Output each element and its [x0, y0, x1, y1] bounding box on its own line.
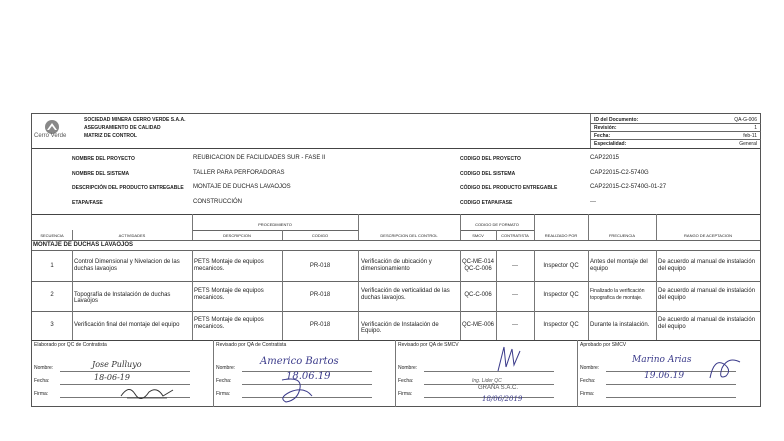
- row-2-seq: 2: [50, 292, 54, 298]
- row-3-contractor: ---: [512, 322, 518, 328]
- product-code-value: CAP22015-C2-5740G-01-27: [590, 184, 667, 190]
- row-2-description: PETS Montaje de equipos mecanicos.: [194, 288, 264, 301]
- row-2-control: Verificación de verticalidad de las duchas lavaojos.: [361, 288, 450, 301]
- company-name: SOCIEDAD MINERA CERRO VERDE S.A.A.: [84, 117, 186, 123]
- row-3-description: PETS Montaje de equipos mecanicos.: [194, 317, 264, 330]
- block2-date-label: Fecha:: [216, 378, 232, 384]
- row-2-contractor: ---: [512, 292, 518, 298]
- product-value: MONTAJE DE DUCHAS LAVAOJOS: [193, 184, 291, 190]
- col-contratista: CONTRATISTA: [501, 233, 529, 238]
- group-formato: CODIGO DE FORMATO: [475, 222, 519, 227]
- row-1-code: PR-018: [309, 263, 331, 269]
- row-1-control: Verificación de ubicación y dimensionamiento: [361, 259, 432, 272]
- col-rango: RANGO DE ACEPTACION: [684, 233, 732, 238]
- row-1-acceptance: De acuerdo al manual de instalación del equipo: [658, 259, 756, 272]
- block2-sign-label: Firma:: [216, 391, 231, 397]
- system-code-value: CAP22015-C2-5740G: [590, 170, 649, 176]
- block2-signature-icon: [272, 376, 322, 406]
- col-codigo: CODIGO: [311, 233, 329, 238]
- row-2-frequency: Finalizado la verificación topografica de montaje.: [590, 288, 645, 301]
- col-realizado: REALIZADO POR: [544, 233, 578, 238]
- row-3-acceptance: De acuerdo al manual de instalación del equipo: [658, 317, 756, 330]
- block3-date-label: Fecha:: [398, 378, 414, 384]
- system-name-value: TALLER PARA PERFORADORAS: [193, 170, 285, 176]
- system-code-label: CODIGO DEL SISTEMA: [460, 171, 516, 177]
- stage-code-value: ---: [590, 199, 596, 205]
- department-name: ASEGURAMIENTO DE CALIDAD: [84, 125, 161, 131]
- stage-code-label: CODIGO ETAPA/FASE: [460, 200, 513, 206]
- block1-date: 18-06-19: [94, 373, 130, 382]
- col-secuencia: SECUENCIA: [40, 233, 64, 238]
- specialty-label: Especialidad:: [594, 141, 627, 147]
- row-3-activity: Verificación final del montaje del equipo: [74, 322, 180, 328]
- row-2-code: PR-018: [309, 292, 331, 298]
- block4-date: 19.06.19: [644, 371, 685, 381]
- row-2-acceptance: De acuerdo al manual de instalación del equipo: [658, 288, 756, 301]
- block1-name-label: Nombre:: [34, 365, 54, 371]
- project-name-label: NOMBRE DEL PROYECTO: [72, 156, 135, 162]
- block1-date-label: Fecha:: [34, 378, 50, 384]
- block3-name-label: Nombre:: [398, 365, 418, 371]
- block1-name-signature: Jose Pulluyo: [92, 360, 142, 369]
- row-1-activity: Control Dimensional y Nivelacion de las duchas lavaojos: [74, 259, 180, 272]
- block1-sign-label: Firma:: [34, 391, 49, 397]
- col-frecuencia: FRECUENCIA: [608, 233, 635, 238]
- row-3-smcv: QC-ME-006: [461, 322, 494, 328]
- date-label: Fecha:: [594, 133, 611, 139]
- project-code-value: CAP22015: [590, 155, 620, 161]
- project-code-label: CODIGO DEL PROYECTO: [460, 156, 521, 162]
- col-desc-control: DESCRIPCION DEL CONTROL: [380, 233, 438, 238]
- row-2-activity: Topografía de Instalación de duchas Lavaojos: [74, 292, 171, 304]
- row-3-performed-by: Inspector QC: [543, 322, 579, 328]
- logo-text: Cerro Verde: [34, 133, 67, 139]
- block2-name-signature: Americo Bartos: [260, 356, 339, 367]
- doc-id-value: QA-G-006: [734, 117, 757, 123]
- specialty-value: General: [739, 141, 757, 147]
- col-smcv: SMCV: [472, 233, 484, 238]
- block4-date-label: Fecha:: [580, 378, 596, 384]
- block2-title: Revisado por QA de Contratista: [216, 342, 287, 348]
- row-1-performed-by: Inspector QC: [543, 263, 579, 269]
- block4-signature-icon: [704, 354, 744, 382]
- col-actividades: ACTIVIDADES: [118, 233, 146, 238]
- row-3-control: Verificación de Instalación de Equipo.: [361, 322, 439, 334]
- section-title: MONTAJE DE DUCHAS LAVAOJOS: [33, 242, 134, 248]
- row-1-contractor: ---: [512, 263, 518, 269]
- row-1-seq: 1: [50, 263, 54, 269]
- row-3-seq: 3: [50, 322, 54, 328]
- col-descripcion: DESCRIPCION: [223, 233, 251, 238]
- block1-signature-icon: [117, 382, 177, 402]
- row-1-frequency: Antes del montaje del equipo: [590, 259, 648, 272]
- date-value: feb-11: [743, 133, 757, 139]
- product-code-label: CÓDIGO DEL PRODUCTO ENTREGABLE: [460, 185, 558, 191]
- control-matrix-document: [31, 113, 761, 407]
- block3-sign-label: Firma:: [398, 391, 413, 397]
- block4-name-signature: Marino Arias: [632, 355, 692, 365]
- block3-date: 18/06/2019: [482, 395, 523, 403]
- row-3-frequency: Durante la instalación.: [590, 322, 650, 328]
- revision-value: 1: [754, 125, 757, 131]
- project-name-value: REUBICACION DE FACILIDADES SUR - FASE II: [193, 155, 326, 161]
- block3-stamp-company: GRAÑA S.A.C.: [478, 385, 519, 391]
- block1-title: Elaborado por QC de Contratista: [34, 342, 107, 348]
- revision-label: Revisión:: [594, 125, 617, 131]
- product-label: DESCRIPCIÓN DEL PRODUCTO ENTREGABLE: [72, 185, 184, 191]
- block3-stamp-name: Ing. Lider QC: [472, 378, 502, 384]
- stage-label: ETAPA/FASE: [72, 200, 103, 206]
- row-2-performed-by: Inspector QC: [543, 292, 579, 298]
- block3-signature-icon: [492, 345, 526, 373]
- row-3-code: PR-018: [309, 322, 331, 328]
- row-2-smcv: QC-C-006: [464, 292, 492, 298]
- group-procedimiento: PROCEDIMIENTO: [258, 222, 292, 227]
- doc-id-label: ID del Documento:: [594, 117, 639, 123]
- system-name-label: NOMBRE DEL SISTEMA: [72, 171, 130, 177]
- block3-title: Revisado por QA de SMCV: [398, 342, 459, 348]
- block4-sign-label: Firma:: [580, 391, 595, 397]
- row-1-description: PETS Montaje de equipos mecanicos.: [194, 259, 264, 272]
- block2-date: 18.06.19: [286, 371, 331, 382]
- stage-value: CONSTRUCCIÓN: [193, 199, 242, 205]
- block2-name-label: Nombre:: [216, 365, 236, 371]
- block4-title: Aprobado por SMCV: [580, 342, 627, 348]
- row-1-smcv: QC-ME-014 QC-C-006: [461, 259, 494, 272]
- block4-name-label: Nombre:: [580, 365, 600, 371]
- matrix-title: MATRIZ DE CONTROL: [84, 133, 137, 139]
